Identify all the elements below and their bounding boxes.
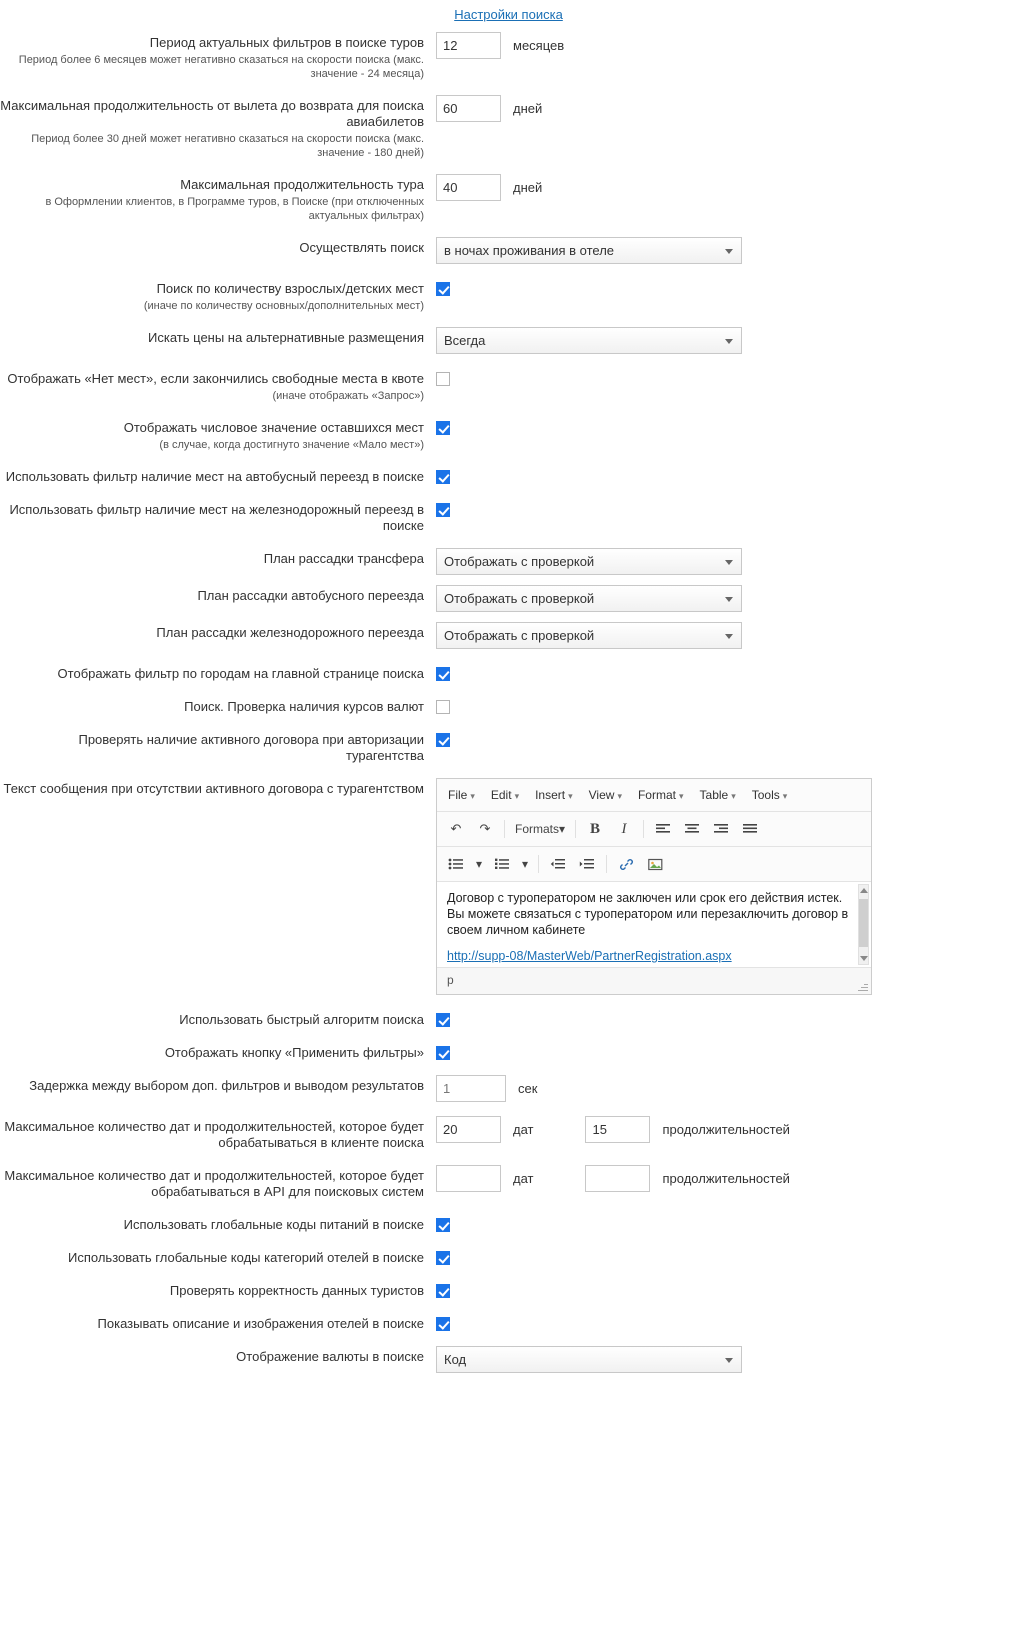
ctrl-tour-duration: [436, 174, 1017, 201]
label-city-filter-main: Отображать фильтр по городам на главной странице поиска: [57, 666, 424, 681]
ctrl-currency-display: [436, 1346, 1017, 1373]
row-transfer-plan: [0, 548, 1017, 575]
row-search-mode: [0, 237, 1017, 264]
indent-glyph: [579, 858, 595, 870]
filter-delay-input[interactable]: [436, 1075, 506, 1102]
editor-body-link[interactable]: http://supp-08/MasterWeb/PartnerRegistration.aspx: [447, 949, 732, 963]
label-currency-check-main: Поиск. Проверка наличия курсов валют: [184, 699, 424, 714]
label-numeric-places: [0, 417, 436, 452]
client-limits-dates-unit: дат: [513, 1122, 534, 1137]
editor-toolbar-row-2: [437, 847, 871, 882]
row-filter-delay: [0, 1075, 1017, 1102]
numbered-list-glyph: [494, 858, 510, 870]
label-rail-plan: [0, 622, 436, 641]
toolbar-divider: [575, 820, 576, 838]
search-mode-select-wrap: [436, 237, 742, 264]
editor-menu-tools[interactable]: [745, 785, 795, 805]
chevron-down-icon: ▾: [470, 791, 475, 801]
toolbar-divider: [504, 820, 505, 838]
link-glyph: [619, 858, 634, 871]
bus-plan-select-wrap: [436, 585, 742, 612]
flight-duration-input[interactable]: [436, 95, 501, 122]
row-numeric-places: [0, 417, 1017, 452]
label-contract-check-main: Проверять наличие активного договора при авторизации турагентства: [78, 732, 424, 763]
ctrl-global-meal-codes: [436, 1214, 1017, 1232]
label-global-meal-codes-main: Использовать глобальные коды питаний в поиске: [123, 1217, 424, 1232]
ctrl-tourist-data-check: [436, 1280, 1017, 1298]
image-glyph: [648, 858, 663, 871]
numeric-places-checkbox[interactable]: [436, 421, 450, 435]
label-contract-message: [0, 778, 436, 797]
chevron-down-icon: ▾: [476, 857, 483, 871]
ctrl-bus-filter: [436, 466, 1017, 484]
row-global-hotel-category-codes: [0, 1247, 1017, 1266]
tour-duration-unit: дней: [513, 180, 543, 195]
row-tour-duration: [0, 174, 1017, 223]
align-right-glyph: [713, 823, 729, 835]
period-input[interactable]: [436, 32, 501, 59]
editor-menu-edit[interactable]: [484, 785, 526, 805]
flight-duration-unit: дней: [513, 101, 543, 116]
global-meal-codes-checkbox[interactable]: [436, 1218, 450, 1232]
row-bus-filter: [0, 466, 1017, 485]
chevron-down-icon: ▾: [568, 791, 573, 801]
label-bus-plan: [0, 585, 436, 604]
label-adult-child-places-hint: (иначе по количеству основных/дополнительных мест): [143, 300, 424, 312]
row-contract-message: [0, 778, 1017, 995]
ctrl-rail-plan: [436, 622, 1017, 649]
ctrl-rail-filter: [436, 499, 1017, 517]
label-filter-delay: [0, 1075, 436, 1094]
row-no-places: [0, 368, 1017, 403]
filter-delay-unit: сек: [518, 1081, 538, 1096]
tour-duration-input[interactable]: [436, 174, 501, 201]
ctrl-adult-child-places: [436, 278, 1017, 296]
row-currency-display: [0, 1346, 1017, 1373]
label-tour-duration-main: Максимальная продолжительность тура: [180, 177, 424, 192]
row-currency-check: [0, 696, 1017, 715]
row-flight-duration: [0, 95, 1017, 160]
ctrl-api-limits: [436, 1165, 1017, 1192]
label-bus-filter-main: Использовать фильтр наличие мест на автобусный переезд в поиске: [5, 469, 424, 484]
row-rail-plan: [0, 622, 1017, 649]
editor-menu-insert[interactable]: [528, 785, 580, 805]
label-period-main: Период актуальных фильтров в поиске туров: [149, 35, 424, 50]
align-justify-icon[interactable]: [737, 817, 763, 841]
ctrl-currency-check: [436, 696, 1017, 714]
client-limits-durations-unit: продолжительностей: [662, 1122, 790, 1137]
row-client-limits: [0, 1116, 1017, 1151]
ctrl-contract-check: [436, 729, 1017, 747]
row-rail-filter: [0, 499, 1017, 534]
toolbar-divider: [643, 820, 644, 838]
chevron-down-icon: ▾: [678, 791, 684, 801]
toolbar-divider: [538, 855, 539, 873]
global-hotel-category-codes-checkbox[interactable]: [436, 1251, 450, 1265]
ctrl-fast-algorithm: [436, 1009, 1017, 1027]
label-client-limits: [0, 1116, 436, 1151]
label-fast-algorithm-main: Использовать быстрый алгоритм поиска: [179, 1012, 424, 1027]
editor-menu-edit-label: Edit: [490, 788, 512, 802]
editor-body-text: Договор с туроператором не заключен или срок его действия истек. Вы можете связаться с туроператором или перезаключить договор в своем личном кабинете: [447, 891, 849, 937]
align-right-icon[interactable]: [708, 817, 734, 841]
label-currency-display: [0, 1346, 436, 1365]
label-no-places: [0, 368, 436, 403]
label-no-places-hint: (иначе отображать «Запрос»): [272, 390, 424, 402]
label-global-meal-codes: [0, 1214, 436, 1233]
editor-menu-format-label: Format: [637, 788, 676, 802]
scroll-down-icon[interactable]: [860, 956, 868, 961]
alt-placement-select[interactable]: Всегда: [436, 327, 742, 354]
transfer-plan-select-wrap: [436, 548, 742, 575]
undo-icon[interactable]: ↶: [450, 821, 462, 836]
ctrl-alt-placement-prices: [436, 327, 1017, 354]
scrollbar-thumb[interactable]: [859, 899, 868, 947]
toolbar-divider: [606, 855, 607, 873]
chevron-down-icon: ▾: [514, 791, 520, 801]
chevron-down-icon: ▾: [522, 857, 529, 871]
label-api-limits-main: Максимальное количество дат и продолжительностей, которое будет обрабатываться в API для поисковых систем: [4, 1168, 424, 1199]
label-bus-filter: [0, 466, 436, 485]
label-flight-duration-hint: Период более 30 дней может негативно сказаться на скорости поиска (макс. значение - 180 дней): [31, 133, 424, 159]
formats-dropdown-label: Formats: [515, 822, 560, 836]
editor-content-area[interactable]: [437, 882, 871, 968]
align-center-glyph: [684, 823, 700, 835]
apply-filters-button-checkbox[interactable]: [436, 1046, 450, 1060]
currency-display-select[interactable]: Код: [436, 1346, 742, 1373]
ctrl-numeric-places: [436, 417, 1017, 435]
api-limits-dates-unit: дат: [513, 1171, 534, 1186]
label-alt-placement-prices-main: Искать цены на альтернативные размещения: [148, 330, 424, 345]
label-global-hotel-category-codes: [0, 1247, 436, 1266]
bullet-list-glyph: [448, 858, 464, 870]
indent-icon[interactable]: [574, 852, 600, 876]
label-api-limits: [0, 1165, 436, 1200]
label-rail-plan-main: План рассадки железнодорожного переезда: [156, 625, 424, 640]
label-apply-filters-button: [0, 1042, 436, 1061]
label-rail-filter: [0, 499, 436, 534]
label-apply-filters-button-main: Отображать кнопку «Применить фильтры»: [164, 1045, 424, 1060]
ctrl-period: [436, 32, 1017, 59]
scroll-up-icon[interactable]: [860, 888, 868, 893]
ctrl-apply-filters-button: [436, 1042, 1017, 1060]
ctrl-client-limits: [436, 1116, 1017, 1143]
row-hotel-desc-images: [0, 1313, 1017, 1332]
outdent-icon[interactable]: [545, 852, 571, 876]
bold-icon[interactable]: B: [590, 820, 601, 837]
row-global-meal-codes: [0, 1214, 1017, 1233]
align-left-glyph: [655, 823, 671, 835]
editor-menu-tools-label: Tools: [751, 788, 780, 802]
label-contract-check: [0, 729, 436, 764]
editor-menu-view[interactable]: [582, 785, 629, 805]
label-period-hint: Период более 6 месяцев может негативно сказаться на скорости поиска (макс. значение - 24 месяца): [18, 54, 424, 80]
label-flight-duration: [0, 95, 436, 160]
label-city-filter: [0, 663, 436, 682]
editor-menu-table-label: Table: [699, 788, 729, 802]
label-filter-delay-main: Задержка между выбором доп. фильтров и выводом результатов: [29, 1078, 424, 1093]
bullet-list-dropdown-icon[interactable]: [472, 852, 486, 876]
label-search-mode-main: Осуществлять поиск: [299, 240, 424, 255]
editor-menu-file-label: File: [448, 788, 468, 802]
search-mode-select[interactable]: в ночах проживания в отеле: [436, 237, 742, 264]
row-bus-plan: [0, 585, 1017, 612]
row-apply-filters-button: [0, 1042, 1017, 1061]
italic-icon[interactable]: I: [621, 820, 627, 837]
tourist-data-check-checkbox[interactable]: [436, 1284, 450, 1298]
bullet-list-icon[interactable]: [443, 852, 469, 876]
fast-algorithm-checkbox[interactable]: [436, 1013, 450, 1027]
row-fast-algorithm: [0, 1009, 1017, 1028]
row-alt-placement-prices: [0, 327, 1017, 354]
row-contract-check: [0, 729, 1017, 764]
label-adult-child-places: [0, 278, 436, 313]
page-title[interactable]: Настройки поиска: [454, 7, 563, 22]
period-unit: месяцев: [513, 38, 565, 53]
editor-menu-table[interactable]: [693, 785, 743, 805]
image-icon[interactable]: [642, 852, 668, 876]
rail-plan-select[interactable]: Отображать с проверкой: [436, 622, 742, 649]
label-adult-child-places-main: Поиск по количеству взрослых/детских мест: [156, 281, 424, 296]
label-flight-duration-main: Максимальная продолжительность от вылета до возврата для поиска авиабилетов: [0, 98, 424, 129]
editor-menubar: [437, 779, 871, 812]
editor-scrollbar[interactable]: [858, 884, 869, 965]
outdent-glyph: [550, 858, 566, 870]
rail-filter-checkbox[interactable]: [436, 503, 450, 517]
label-search-mode: [0, 237, 436, 256]
chevron-down-icon: ▾: [617, 791, 622, 801]
alt-placement-select-wrap: [436, 327, 742, 354]
currency-check-checkbox[interactable]: [436, 700, 450, 714]
client-limits-dates-input[interactable]: [436, 1116, 501, 1143]
label-fast-algorithm: [0, 1009, 436, 1028]
label-alt-placement-prices: [0, 327, 436, 346]
label-tour-duration: [0, 174, 436, 223]
align-justify-glyph: [742, 823, 758, 835]
label-numeric-places-hint: (в случае, когда достигнуто значение «Мало мест»): [159, 439, 424, 451]
ctrl-transfer-plan: [436, 548, 1017, 575]
row-tourist-data-check: [0, 1280, 1017, 1299]
editor-menu-file[interactable]: [441, 785, 482, 805]
label-tourist-data-check-main: Проверять корректность данных туристов: [169, 1283, 424, 1298]
api-limits-durations-input[interactable]: [585, 1165, 650, 1192]
editor-path-element[interactable]: p: [447, 973, 454, 987]
formats-dropdown[interactable]: [511, 817, 569, 841]
label-tourist-data-check: [0, 1280, 436, 1299]
label-bus-plan-main: План рассадки автобусного переезда: [197, 588, 424, 603]
adult-child-places-checkbox[interactable]: [436, 282, 450, 296]
label-hotel-desc-images: [0, 1313, 436, 1332]
label-no-places-main: Отображать «Нет мест», если закончились свободные места в квоте: [7, 371, 424, 386]
label-hotel-desc-images-main: Показывать описание и изображения отелей в поиске: [97, 1316, 424, 1331]
chevron-down-icon: ▾: [782, 791, 788, 801]
numbered-list-icon[interactable]: [489, 852, 515, 876]
label-client-limits-main: Максимальное количество дат и продолжительностей, которое будет обрабатываться в клиенте поиска: [4, 1119, 424, 1150]
editor-menu-format[interactable]: [631, 785, 691, 805]
editor-menu-insert-label: Insert: [535, 788, 566, 802]
label-currency-check: [0, 696, 436, 715]
ctrl-filter-delay: [436, 1075, 1017, 1102]
label-period: [0, 32, 436, 81]
label-contract-message-main: Текст сообщения при отсутствии активного договора с турагентством: [3, 781, 424, 796]
editor-resize-handle[interactable]: [858, 981, 868, 991]
api-limits-dates-input[interactable]: [436, 1165, 501, 1192]
label-currency-display-main: Отображение валюты в поиске: [236, 1349, 424, 1364]
chevron-down-icon: ▾: [559, 822, 566, 836]
ctrl-global-hotel-category-codes: [436, 1247, 1017, 1265]
editor-toolbar-row-1: [437, 812, 871, 847]
hotel-desc-images-checkbox[interactable]: [436, 1317, 450, 1331]
ctrl-hotel-desc-images: [436, 1313, 1017, 1331]
row-period: [0, 32, 1017, 81]
label-tour-duration-hint: в Оформлении клиентов, в Программе туров, в Поиске (при отключенных актуальных фильтрах): [45, 196, 424, 222]
ctrl-contract-message: [436, 778, 1017, 995]
ctrl-city-filter: [436, 663, 1017, 681]
editor-statusbar: [437, 968, 871, 994]
no-places-checkbox[interactable]: [436, 372, 450, 386]
label-rail-filter-main: Использовать фильтр наличие мест на железнодорожный переезд в поиске: [9, 502, 424, 533]
numbered-list-dropdown-icon[interactable]: [518, 852, 532, 876]
contract-check-checkbox[interactable]: [436, 733, 450, 747]
rich-text-editor: [436, 778, 872, 995]
row-city-filter: [0, 663, 1017, 682]
bus-plan-select[interactable]: Отображать с проверкой: [436, 585, 742, 612]
api-limits-durations-unit: продолжительностей: [662, 1171, 790, 1186]
row-adult-child-places: [0, 278, 1017, 313]
link-icon[interactable]: [613, 852, 639, 876]
client-limits-durations-input[interactable]: [585, 1116, 650, 1143]
label-transfer-plan-main: План рассадки трансфера: [263, 551, 424, 566]
search-settings-form: [0, 32, 1017, 1397]
redo-icon[interactable]: ↷: [479, 821, 491, 836]
currency-display-select-wrap: [436, 1346, 742, 1373]
label-transfer-plan: [0, 548, 436, 567]
bus-filter-checkbox[interactable]: [436, 470, 450, 484]
city-filter-checkbox[interactable]: [436, 667, 450, 681]
align-left-icon[interactable]: [650, 817, 676, 841]
ctrl-no-places: [436, 368, 1017, 386]
row-api-limits: [0, 1165, 1017, 1200]
align-center-icon[interactable]: [679, 817, 705, 841]
editor-menu-view-label: View: [588, 788, 615, 802]
rail-plan-select-wrap: [436, 622, 742, 649]
ctrl-search-mode: [436, 237, 1017, 264]
label-numeric-places-main: Отображать числовое значение оставшихся мест: [123, 420, 424, 435]
transfer-plan-select[interactable]: Отображать с проверкой: [436, 548, 742, 575]
chevron-down-icon: ▾: [731, 791, 736, 801]
ctrl-bus-plan: [436, 585, 1017, 612]
label-global-hotel-category-codes-main: Использовать глобальные коды категорий отелей в поиске: [68, 1250, 424, 1265]
ctrl-flight-duration: [436, 95, 1017, 122]
